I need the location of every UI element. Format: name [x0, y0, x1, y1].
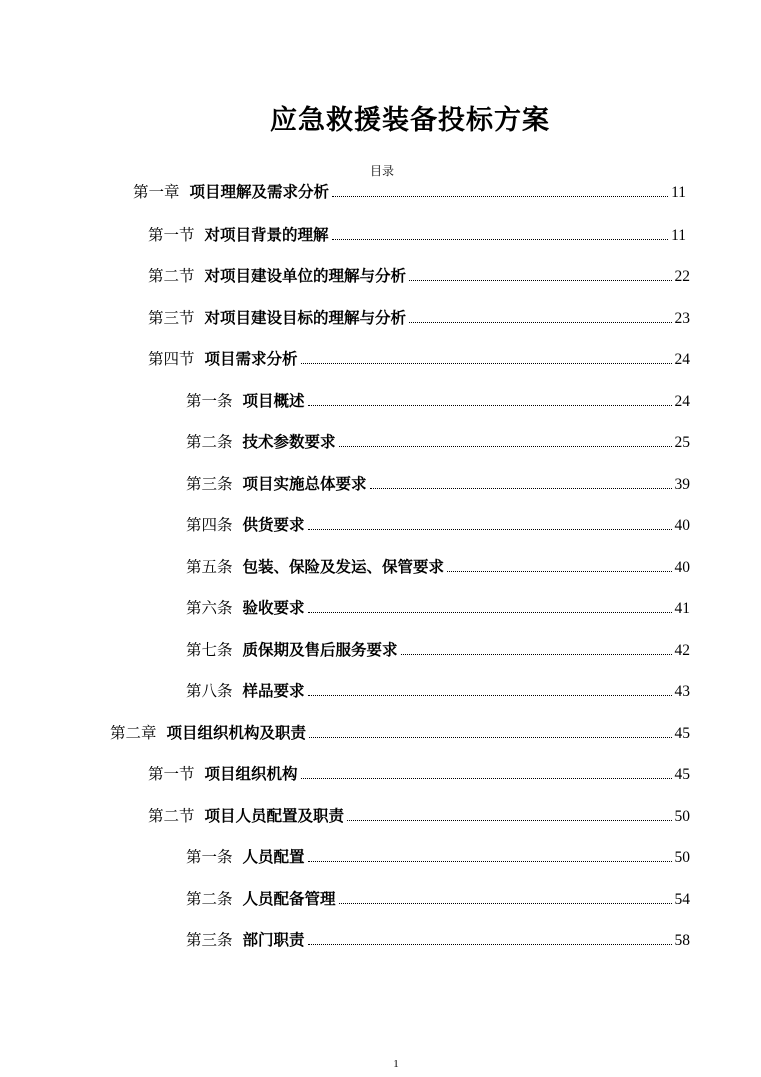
toc-entry-section[interactable]	[148, 764, 690, 785]
toc-leader-dots	[301, 363, 672, 364]
toc-entry-label: 第二条	[186, 433, 233, 451]
toc-leader-dots	[332, 239, 669, 240]
toc-entry-page: 43	[674, 683, 690, 700]
toc-entry-title: 样品要求	[242, 682, 305, 700]
toc-leader-dots	[308, 612, 672, 613]
toc-entry-article[interactable]	[186, 889, 690, 910]
toc-entry-article[interactable]	[186, 474, 690, 495]
toc-entry-article[interactable]	[186, 515, 690, 536]
toc-entry-page: 50	[674, 849, 690, 866]
toc-entry-label: 第七条	[186, 641, 233, 659]
toc-leader-dots	[308, 529, 672, 530]
toc-entry-section[interactable]	[148, 225, 686, 246]
toc-entry-page: 50	[674, 808, 690, 825]
toc-leader-dots	[447, 571, 671, 572]
page-number: 1	[393, 1058, 399, 1070]
toc-leader-dots	[409, 280, 671, 281]
toc-entry-article[interactable]	[186, 847, 690, 868]
toc-entry-page: 40	[674, 559, 690, 576]
toc-entry-label: 第三节	[148, 309, 195, 327]
toc-entry-page: 42	[674, 642, 690, 659]
toc-entry-title: 对项目建设单位的理解与分析	[204, 267, 407, 285]
toc-entry-label: 第八条	[186, 682, 233, 700]
toc-heading: 目录	[369, 164, 394, 178]
toc-entry-page: 54	[674, 891, 690, 908]
toc-entry-title: 项目人员配置及职责	[204, 807, 345, 825]
toc-entry-title: 人员配置	[242, 848, 305, 866]
toc-entry-page: 58	[674, 932, 690, 949]
toc-entry-title: 质保期及售后服务要求	[242, 641, 398, 659]
toc-leader-dots	[301, 778, 672, 779]
toc-entry-label: 第六条	[186, 599, 233, 617]
toc-entry-title: 项目组织机构	[204, 765, 298, 783]
toc-entry-label: 第二条	[186, 890, 233, 908]
toc-entry-article[interactable]	[186, 391, 690, 412]
toc-leader-dots	[339, 903, 672, 904]
toc-entry-section[interactable]	[148, 308, 690, 329]
toc-entry-page: 23	[674, 310, 690, 327]
toc-leader-dots	[409, 322, 671, 323]
toc-entry-label: 第一节	[148, 765, 195, 783]
toc-entry-page: 39	[674, 476, 690, 493]
toc-entry-label: 第二章	[110, 724, 157, 742]
toc-entry-label: 第一条	[186, 392, 233, 410]
toc-entry-article[interactable]	[186, 640, 690, 661]
toc-leader-dots	[308, 944, 672, 945]
toc-entry-title: 项目理解及需求分析	[189, 183, 330, 201]
toc-entry-article[interactable]	[186, 681, 690, 702]
toc-entry-title: 技术参数要求	[242, 433, 336, 451]
toc-entry-page: 11	[671, 184, 686, 201]
toc-entry-chapter[interactable]	[133, 182, 686, 203]
document-title: 应急救援装备投标方案	[270, 105, 550, 136]
toc-entry-title: 项目组织机构及职责	[166, 724, 307, 742]
toc-entry-page: 25	[674, 434, 690, 451]
toc-leader-dots	[308, 695, 672, 696]
toc-entry-section[interactable]	[148, 266, 690, 287]
toc-entry-title: 包装、保险及发运、保管要求	[242, 558, 445, 576]
toc-entry-page: 40	[674, 517, 690, 534]
toc-entry-label: 第三条	[186, 475, 233, 493]
toc-entry-article[interactable]	[186, 930, 690, 951]
toc-entry-label: 第一章	[133, 183, 180, 201]
toc-entry-title: 对项目建设目标的理解与分析	[204, 309, 407, 327]
toc-entry-title: 项目需求分析	[204, 350, 298, 368]
toc-entry-label: 第三条	[186, 931, 233, 949]
toc-entry-title: 对项目背景的理解	[204, 226, 329, 244]
toc-entry-title: 供货要求	[242, 516, 305, 534]
toc-entry-page: 45	[674, 725, 690, 742]
toc-leader-dots	[308, 861, 672, 862]
toc-entry-page: 11	[671, 227, 686, 244]
toc-leader-dots	[308, 405, 672, 406]
toc-entry-label: 第一条	[186, 848, 233, 866]
toc-entry-page: 41	[674, 600, 690, 617]
toc-entry-label: 第四节	[148, 350, 195, 368]
toc-entry-article[interactable]	[186, 557, 690, 578]
toc-entry-page: 24	[674, 351, 690, 368]
toc-entry-page: 24	[674, 393, 690, 410]
toc-entry-label: 第二节	[148, 267, 195, 285]
toc-entry-article[interactable]	[186, 432, 690, 453]
toc-entry-article[interactable]	[186, 598, 690, 619]
toc-entry-label: 第二节	[148, 807, 195, 825]
toc-entry-label: 第五条	[186, 558, 233, 576]
toc-entry-page: 22	[674, 268, 690, 285]
toc-leader-dots	[332, 196, 668, 197]
toc-leader-dots	[309, 737, 671, 738]
toc-entry-title: 人员配备管理	[242, 890, 336, 908]
toc-entry-label: 第四条	[186, 516, 233, 534]
toc-entry-section[interactable]	[148, 806, 690, 827]
toc-leader-dots	[347, 820, 671, 821]
toc-entry-title: 验收要求	[242, 599, 305, 617]
toc-entry-title: 部门职责	[242, 931, 305, 949]
toc-leader-dots	[401, 654, 672, 655]
toc-leader-dots	[339, 446, 672, 447]
toc-entry-page: 45	[674, 766, 690, 783]
toc-entry-title: 项目概述	[242, 392, 305, 410]
toc-leader-dots	[370, 488, 672, 489]
toc-entry-label: 第一节	[148, 226, 195, 244]
toc-entry-section[interactable]	[148, 349, 690, 370]
toc-entry-chapter[interactable]	[110, 723, 690, 744]
toc-entry-title: 项目实施总体要求	[242, 475, 367, 493]
